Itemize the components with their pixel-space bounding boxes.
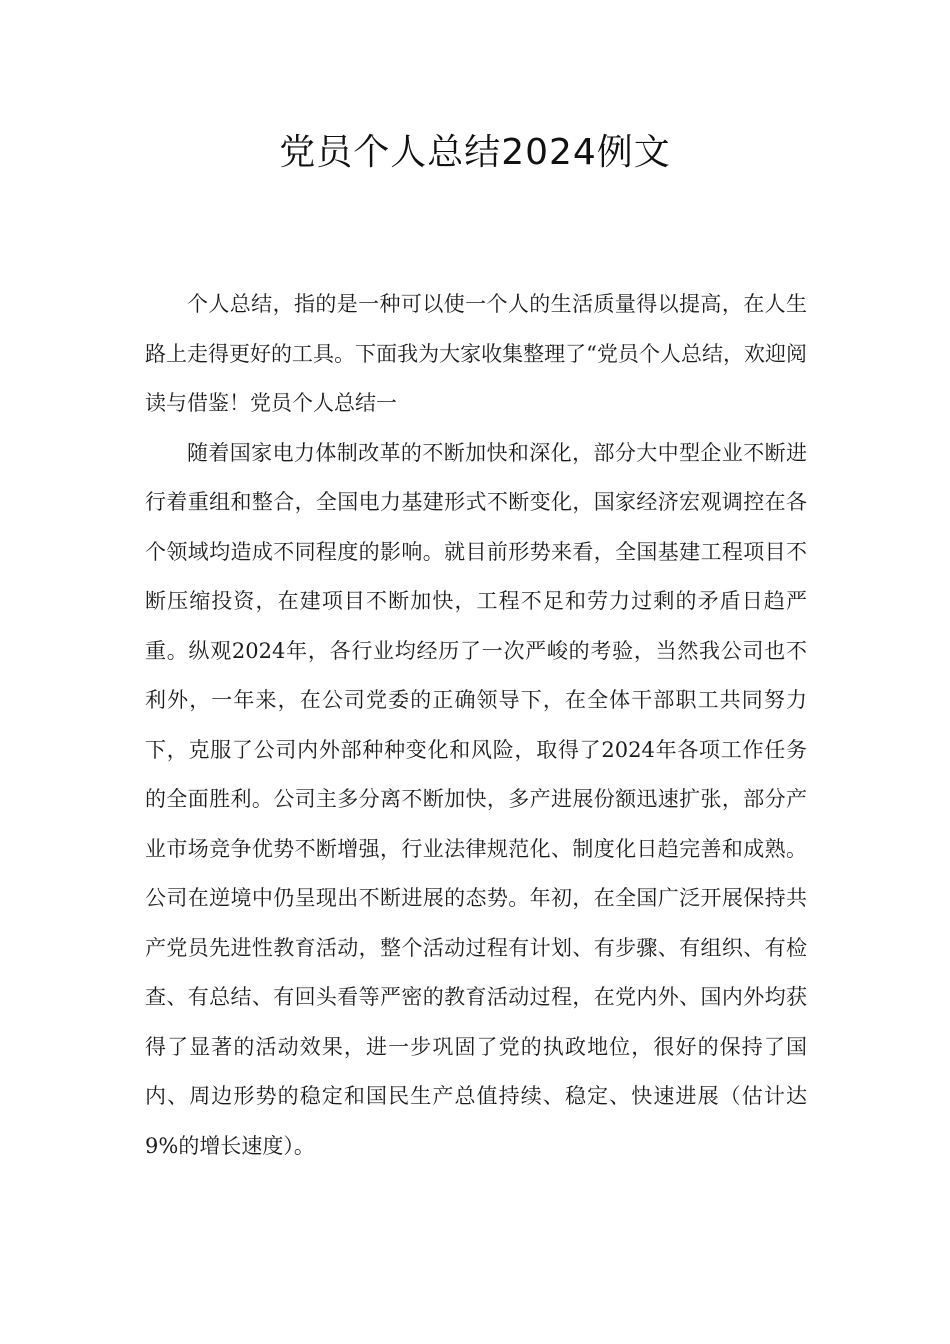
paragraph-intro: 个人总结，指的是一种可以使一个人的生活质量得以提高，在人生路上走得更好的工具。下面我为大家收集整理了“党员个人总结，欢迎阅读与借鉴！党员个人总结一	[145, 292, 807, 415]
document-body	[145, 280, 807, 1171]
document-title: 党员个人总结2024例文	[279, 132, 671, 173]
paragraph-main: 随着国家电力体制改革的不断加快和深化，部分大中型企业不断进行着重组和整合，全国电力基建形式不断变化，国家经济宏观调控在各个领域均造成不同程度的影响。就目前形势来看，全国基建工程项目不断压缩投资，在建项目不断加快，工程不足和劳力过剩的矛盾日趋严重。纵观2024年，各行业均经历了一次严峻的考验，当然我公司也不利外，一年来，在公司党委的正确领导下，在全体干部职工共同努力下，克服了公司内外部种种变化和风险，取得了2024年各项工作任务的全面胜利。公司主多分离不断加快，多产进展份额迅速扩张，部分产业市场竞争优势不断增强，行业法律规范化、制度化日趋完善和成熟。公司在逆境中仍呈现出不断进展的态势。年初，在全国广泛开展保持共产党员先进性教育活动，整个活动过程有计划、有步骤、有组织、有检查、有总结、有回头看等严密的教育活动过程，在党内外、国内外均获得了显著的活动效果，进一步巩固了党的执政地位，很好的保持了国内、周边形势的稳定和国民生产总值持续、稳定、快速进展（估计达 9%的增长速度）。	[145, 440, 807, 1158]
